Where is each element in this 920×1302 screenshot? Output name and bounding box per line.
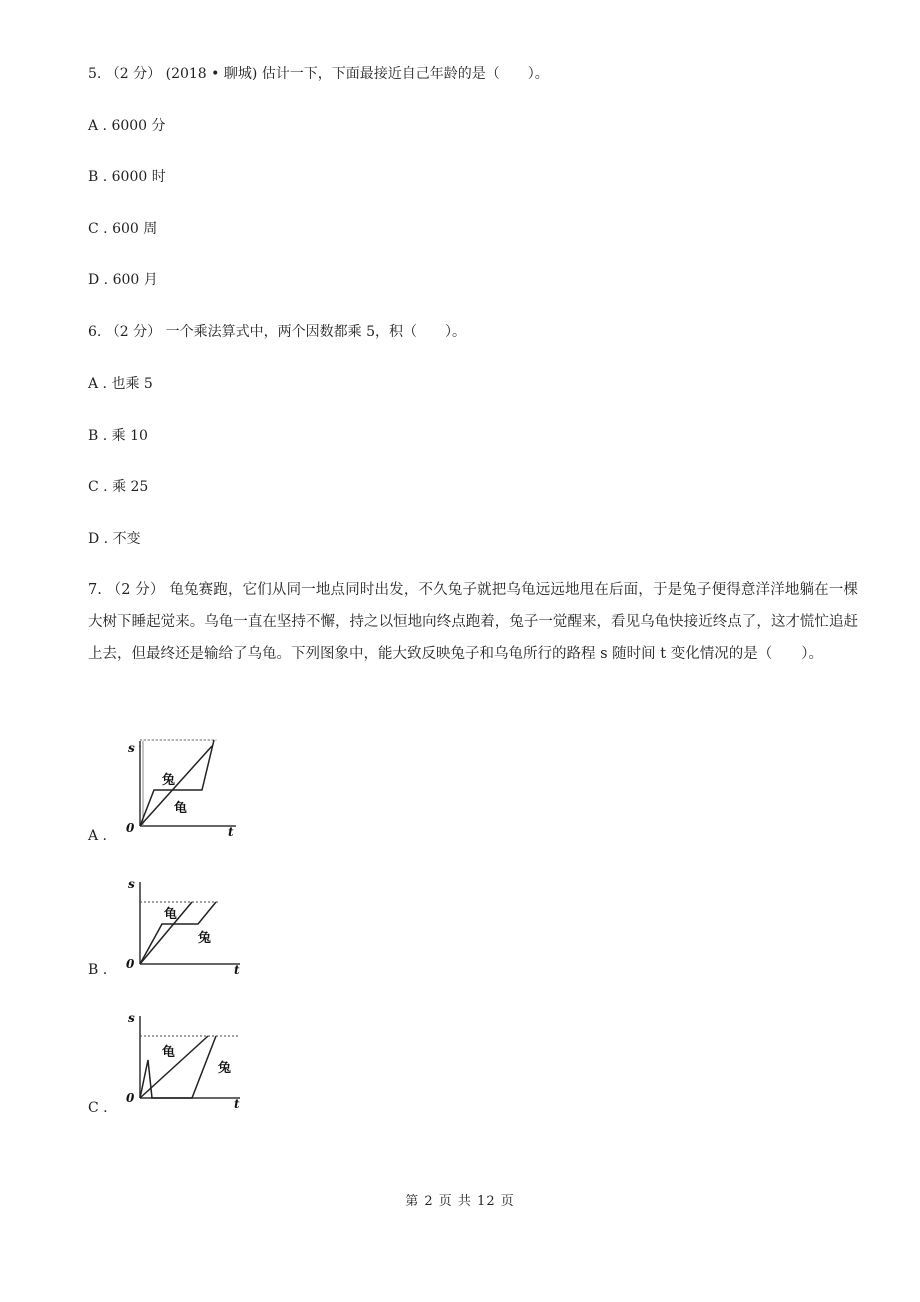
q6-option-d: D . 不变 [88, 531, 141, 547]
graph-a-rabbit-label: 兔 [162, 773, 176, 788]
graph-a-turtle-label: 龟 [174, 801, 188, 816]
graph-b-t-label: t [234, 963, 240, 976]
graph-c-rabbit-label: 兔 [218, 1061, 232, 1076]
q7-graph-b [118, 876, 248, 976]
q5-option-c: C . 600 周 [88, 221, 158, 237]
graph-a-origin: 0 [126, 821, 135, 835]
graph-c-t-label: t [234, 1097, 240, 1110]
q6-option-c: C . 乘 25 [88, 479, 149, 495]
graph-c-s-label: s [128, 1011, 135, 1025]
graph-b-origin: 0 [126, 957, 135, 971]
q7-option-c-label: C . [88, 1100, 108, 1116]
q7-stem: 7. （2 分） 龟兔赛跑，它们从同一地点同时出发，不久兔子就把乌龟远远地甩在后面，于是兔子便得意洋洋地躺在一棵大树下睡起觉来。乌龟一直在坚持不懈，持之以恒地向终点跑着，兔子一觉醒来，看见乌龟快接近终点了，这才慌忙追赶上去，但最终还是输给了乌龟。下列图象中，能大致反映兔子和乌龟所行的路程 s 随时间 t 变化情况的是（ ）。 [88, 582, 858, 662]
q5-option-a: A . 6000 分 [88, 118, 166, 134]
q5-option-b: B . 6000 时 [88, 169, 166, 185]
q6-option-b: B . 乘 10 [88, 428, 148, 444]
q6-option-a: A . 也乘 5 [88, 376, 153, 392]
q7-option-b-label: B . [88, 962, 108, 978]
q6-stem: 6. （2 分） 一个乘法算式中，两个因数都乘 5，积（ ）。 [88, 324, 466, 340]
graph-a-t-label: t [228, 825, 234, 838]
graph-b-turtle-label: 龟 [164, 907, 178, 922]
q7-graph-a [118, 738, 248, 838]
graph-a-s-label: s [128, 741, 135, 755]
page-number-text: 第 2 页 共 12 页 [405, 1194, 515, 1209]
q5-option-d: D . 600 月 [88, 272, 158, 288]
graph-c-origin: 0 [126, 1091, 135, 1105]
q7-option-a-label: A . [88, 828, 108, 844]
q7-graph-c [118, 1010, 248, 1110]
graph-b-rabbit-label: 兔 [198, 931, 212, 946]
graph-b-s-label: s [128, 877, 135, 891]
q5-stem: 5. （2 分） (2018 • 聊城) 估计一下，下面最接近自己年龄的是（ ）。 [88, 66, 549, 82]
graph-c-turtle-label: 龟 [162, 1045, 176, 1060]
page-footer [0, 1190, 920, 1209]
